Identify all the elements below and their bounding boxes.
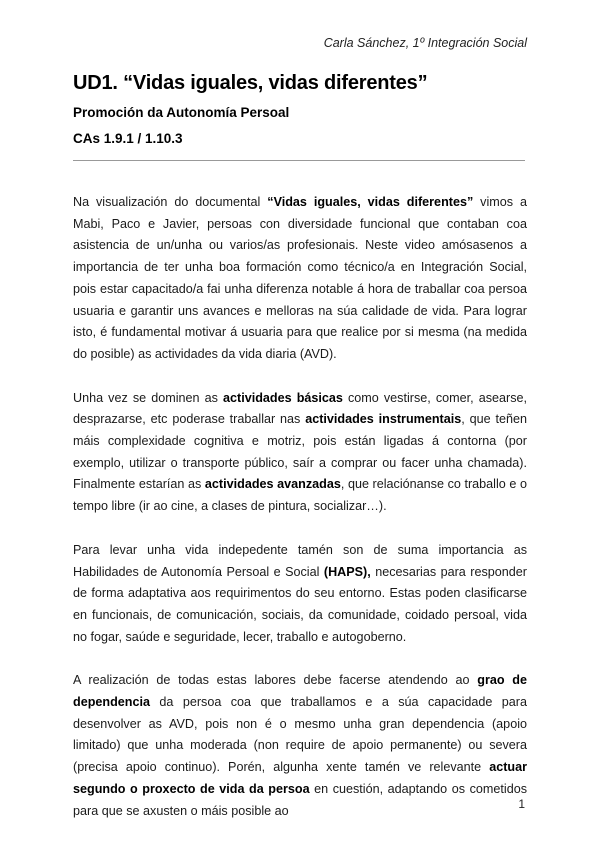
bold-term: actividades básicas <box>223 390 343 405</box>
body-paragraph <box>73 192 527 366</box>
bold-term: grao de dependencia <box>73 673 527 710</box>
bold-term: (HAPS), <box>323 564 371 579</box>
separator-line <box>73 160 525 161</box>
body-paragraph <box>73 540 527 649</box>
bold-term: “Vidas iguales, vidas diferentes” <box>267 195 474 209</box>
bold-term: actuar segundo o proxecto de vida da persoa <box>73 760 527 796</box>
paragraph-text: , que relaciónanse co traballo e o tempo libre (ir ao cine, a clases de pintura, socializar…). <box>73 477 528 514</box>
paragraph-text: Na visualización do documental <box>73 195 268 209</box>
paragraph-text: Para levar unha vida indepedente tamén son de suma importancia as Habilidades de Autonomía Persoal e Social <box>73 542 527 579</box>
paragraph-text: como vestirse, comer, asearse, desprazarse, etc poderase traballar nas <box>73 390 527 427</box>
criteria-reference: CAs 1.9.1 / 1.10.3 <box>73 131 183 146</box>
paragraph-text: vimos a Mabi, Paco e Javier, persoas con diversidade funcional que contaban coa asistencia de un/unha ou varios/as profesionais. Neste video amósasenos a importancia de ter unha boa formación como técnico/a en Integración Social, pois estar capacitado/a fai unha diferenza notable á hora de traballar coa persoa usuaria e garantir uns avances e melloras na súa calidade de vida. Para lograr isto, é fundamental motivar á usuaria para que realice por si mesma (na medida do posible) as actividades da vida diaria (AVD). <box>73 195 527 361</box>
document-subtitle: Promoción da Autonomía Persoal <box>73 105 290 120</box>
paragraph-text: A realización de todas estas labores debe facerse atendendo ao <box>73 673 478 688</box>
paragraph-text: en cuestión, adaptando os cometidos para que se axusten o máis posible ao <box>73 781 527 818</box>
bold-term: actividades avanzadas <box>204 477 341 492</box>
paragraph-text: , que teñen máis complexidade cognitiva e motriz, pois están ligadas á contorna (por exemplo, utilizar o transporte público, saír a comprar ou facer unha chamada). Finalmente estarían as <box>73 412 527 492</box>
document-body <box>73 192 527 844</box>
body-paragraph <box>73 388 527 518</box>
paragraph-text: da persoa coa que traballamos e a súa capacidade para desenvolver as AVD, pois non é o mesmo unha gran dependencia (apoio limitado) que unha moderada (non require de apoio permanente) ou severa (precisa apoio continuo). Porén, algunha xente tamén ve relevante <box>73 695 527 775</box>
paragraph-text: Unha vez se dominen as <box>73 390 224 405</box>
paragraph-text: necesarias para responder de forma adaptativa aos requirimentos do seu entorno. Estas poden clasificarse en funcionais, de comunicación, sociais, da comunidade, coidado persoal, vida no fogar, saúde e seguridade, lecer, traballo e autogoberno. <box>73 564 527 644</box>
document-title: UD1. “Vidas iguales, vidas diferentes” <box>73 72 428 94</box>
bold-term: actividades instrumentais <box>305 412 462 427</box>
body-paragraph <box>73 670 527 822</box>
page-number: 1 <box>518 797 525 811</box>
document-header: Carla Sánchez, 1º Integración Social <box>323 36 527 50</box>
